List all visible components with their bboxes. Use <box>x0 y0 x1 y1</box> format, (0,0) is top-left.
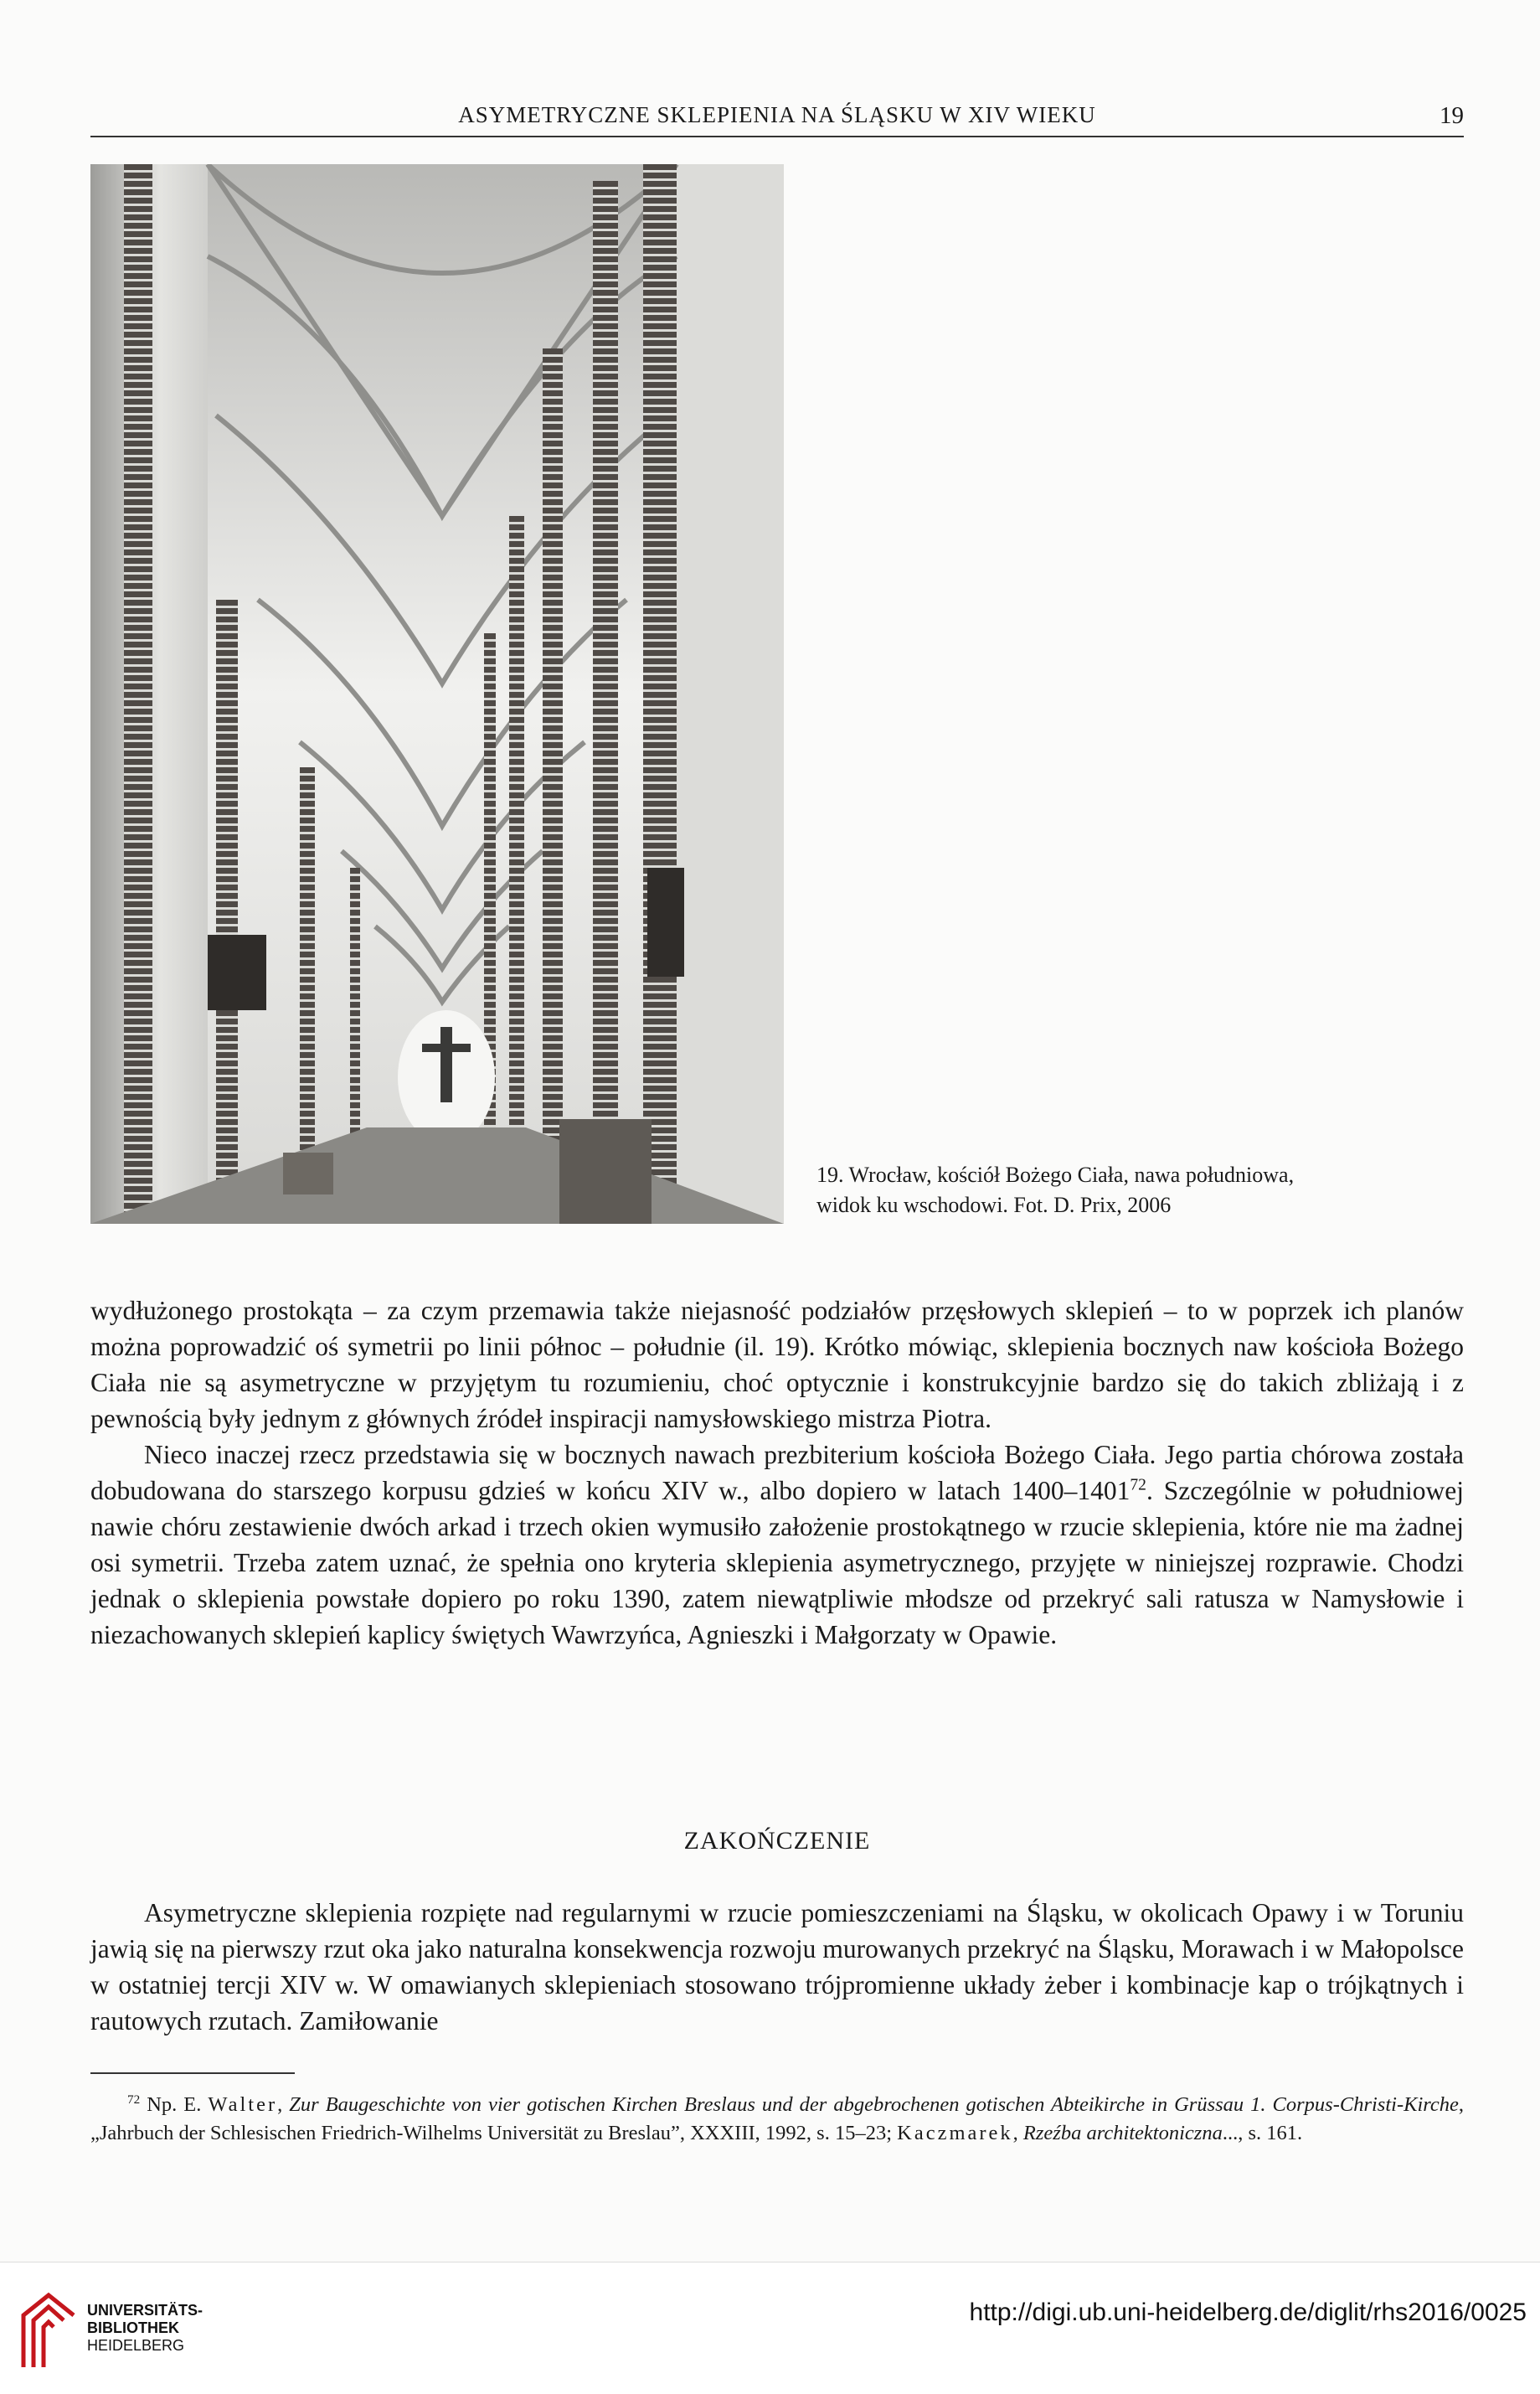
footnote-rule <box>90 2072 295 2074</box>
body-text <box>90 1292 1464 1653</box>
library-name-line-3: HEIDELBERG <box>87 2337 185 2354</box>
footnote-middle: , „Jahrbuch der Schlesischen Friedrich-Wilhelms Universität zu Breslau”, XXXIII, 1992, s. 15–23; <box>90 2093 1465 2144</box>
library-name <box>87 2302 203 2355</box>
caption-line-1: 19. Wrocław, kościół Bożego Ciała, nawa południowa, <box>816 1163 1295 1187</box>
paragraph-2-part-b: . Szczególnie w południowej nawie chóru zestawienie dwóch arkad i trzech okien wymusiło założenie prostokątnego w rzucie sklepienia, które nie ma żadnej osi symetrii. Trzeba zatem uznać, że spełnia ono kryteria sklepienia asymetrycznego, przyjęte w niniejszej rozprawie. Chodzi jednak o sklepienia powstałe dopiero po roku 1390, zatem niewątpliwie młodsze od przekryć sali ratusza w Namysłowie i niezachowanych sklepień kaplicy świętych Wawrzyńca, Agnieszki i Małgorzaty w Opawie. <box>90 1476 1464 1649</box>
footnote-72: $^{72}$ Np. E. Walter, Zur Baugeschichte von vier gotischen Kirchen Breslaus und der abgebrochenen gotischen Abteikirche in Grüssau 1. Corpus-Christi-Kirche, „Jahrbuch der Schlesischen Friedrich-Wilhelms Universität zu Breslau”, XXXIII, 1992, s. 15–23; Kaczmarek, Rzeźba architektoniczna..., s. 161. <box>90 2092 1465 2144</box>
library-logo-icon <box>15 2290 80 2367</box>
library-name-line-1: UNIVERSITÄTS- <box>87 2302 203 2319</box>
footnote-title-2-sep: , <box>1012 2122 1023 2144</box>
footnote-title-1: Zur Baugeschichte von vier gotischen Kirchen Breslaus und der abgebrochenen gotischen Abteikirche in Grüssau 1. Corpus-Christi-Kirche <box>289 2093 1459 2116</box>
figure-photo-church-nave <box>90 164 784 1224</box>
conclusion-paragraph: Asymetryczne sklepienia rozpięte nad regularnymi w rzucie pomieszczeniami na Śląsku, w okolicach Opawy i w Toruniu jawią się na pierwszy rzut oka jako naturalna konsekwencja rozwoju murowanych przekryć na Śląsku, Morawach i w Małopolsce w ostatniej tercji XIV w. W omawianych sklepieniach stosowano trójpromienne układy żeber i kombinacje kap o trójkątnych i rautowych rzutach. Zamiłowanie <box>90 1898 1464 2035</box>
footnote-prefix: Np. E. <box>140 2093 209 2116</box>
footnote-title-2: Rzeźba architektoniczna <box>1022 2122 1223 2144</box>
paragraph-2-part-a: Nieco inaczej rzecz przedstawia się w bocznych nawach prezbiterium kościoła Bożego Ciała. Jego partia chórowa została dobudowana do starszego korpusu gdzieś w końcu XIV w., albo dopiero w latach 1400–1401 <box>90 1440 1464 1505</box>
footnote-author-1: Walter <box>208 2093 278 2116</box>
permalink-url[interactable]: http://digi.ub.uni-heidelberg.de/diglit/rhs2016/0025 <box>969 2299 1527 2326</box>
footnote-number: 72 <box>127 2092 141 2107</box>
paragraph-2 <box>90 1437 1464 1653</box>
library-name-line-2: BIBLIOTHEK <box>87 2319 179 2336</box>
page-number: 19 <box>1440 102 1464 129</box>
footnote-ref-72: 72 <box>1130 1476 1146 1494</box>
paragraph-1: wydłużonego prostokąta – za czym przemawia także niejasność podziałów przęsłowych sklepień – to w poprzek ich planów można poprowadzić oś symetrii po linii północ – południe (il. 19). Krótko mówiąc, sklepienia bocznych naw kościoła Bożego Ciała nie są asymetryczne w przyjętym tu rozumieniu, choć optycznie i konstrukcyjnie bardzo się do takich zbliżają i z pewnością były jednym z głównych źródeł inspiracji namysłowskiego mistrza Piotra. <box>90 1296 1464 1433</box>
running-head: ASYMETRYCZNE SKLEPIENIA NA ŚLĄSKU W XIV WIEKU <box>458 102 1096 127</box>
page-header <box>90 99 1464 137</box>
viewer-footer <box>0 2262 1540 2394</box>
footnote-end: ..., s. 161. <box>1222 2122 1303 2144</box>
footnote-author-2: Kaczmarek <box>897 2122 1013 2144</box>
section-title: ZAKOŃCZENIE <box>683 1827 871 1855</box>
figure-caption <box>816 1160 1453 1220</box>
caption-line-2: widok ku wschodowi. Fot. D. Prix, 2006 <box>816 1193 1172 1217</box>
